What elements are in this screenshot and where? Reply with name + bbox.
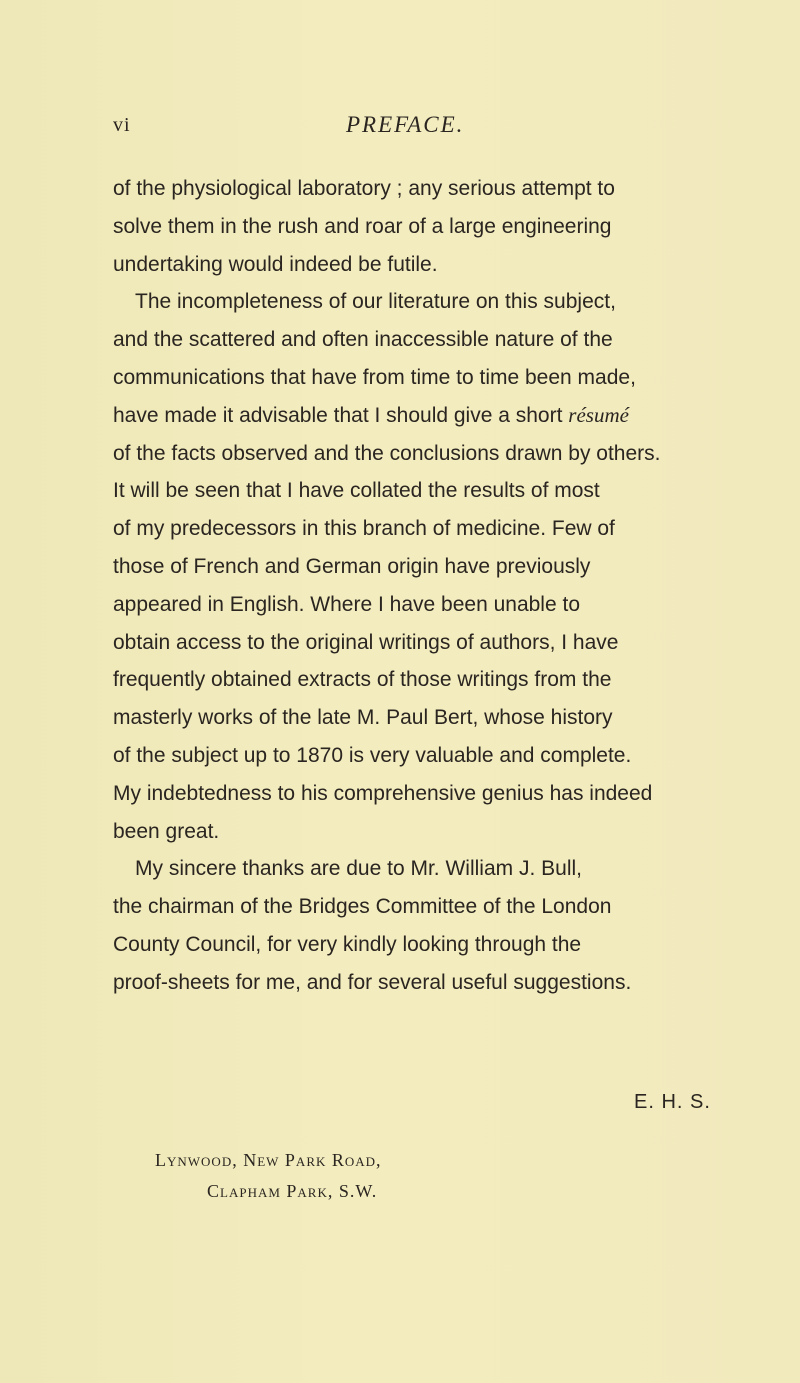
text-line-10: of my predecessors in this branch of medicine. Few of [113, 517, 615, 541]
text-line-18: been great. [113, 819, 220, 843]
text-line-17: My indebtedness to his comprehensive genius has indeed [113, 781, 653, 805]
running-head: PREFACE. [346, 112, 465, 137]
text-line-1: of the physiological laboratory ; any serious attempt to [113, 177, 615, 200]
text-line-15: masterly works of the late M. Paul Bert, whose history [113, 706, 613, 730]
text-line-21: County Council, for very kindly looking through the [113, 932, 582, 956]
text-line-20: the chairman of the Bridges Committee of the London [113, 895, 612, 919]
text-line-7-main: have made it advisable that I should give a short [113, 403, 563, 427]
text-line-16: of the subject up to 1870 is very valuable and complete. [113, 743, 632, 767]
address-line-2: Clapham Park, S.W. [207, 1181, 378, 1201]
page-number: vi [113, 114, 131, 136]
resume-italic-word: résumé [568, 402, 629, 427]
text-line-5: and the scattered and often inaccessible nature of the [113, 328, 613, 352]
text-line-2: solve them in the rush and roar of a large engineering [113, 214, 612, 238]
page-header [113, 114, 733, 148]
author-signature: E. H. S. [634, 1091, 711, 1113]
text-line-12: appeared in English. Where I have been unable to [113, 592, 580, 616]
address-line-1: Lynwood, New Park Road, [155, 1150, 382, 1170]
text-line-13: obtain access to the original writings of authors, I have [113, 630, 619, 654]
author-address [155, 1145, 382, 1207]
text-line-11: those of French and German origin have previously [113, 554, 591, 578]
preface-body [113, 170, 773, 1002]
text-line-7 [113, 397, 773, 435]
text-line-8: of the facts observed and the conclusions drawn by others. [113, 441, 661, 465]
text-line-22: proof-sheets for me, and for several useful suggestions. [113, 970, 632, 994]
text-line-14: frequently obtained extracts of those writings from the [113, 668, 612, 692]
text-line-19: My sincere thanks are due to Mr. William J. Bull, [135, 857, 582, 881]
text-line-3: undertaking would indeed be futile. [113, 252, 438, 276]
text-line-4: The incompleteness of our literature on this subject, [135, 290, 616, 314]
text-line-9: It will be seen that I have collated the results of most [113, 479, 600, 503]
text-line-6: communications that have from time to time been made, [113, 365, 636, 389]
